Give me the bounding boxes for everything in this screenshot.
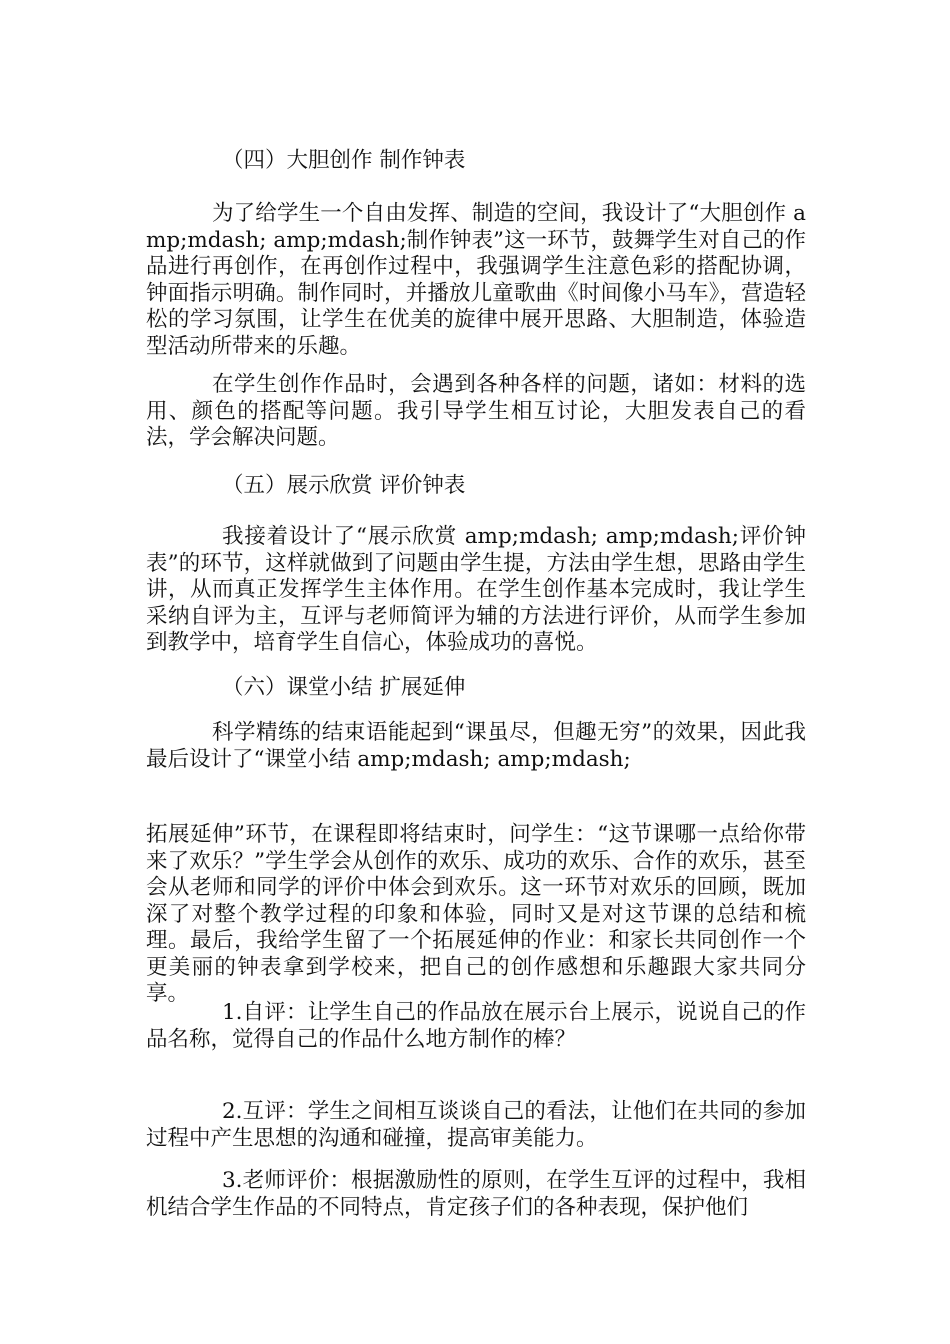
section-heading-5: （五）展示欣赏 评价钟表 bbox=[222, 473, 466, 498]
list-item-self-evaluation: 1.自评：让学生自己的作品放在展示台上展示，说说自己的作品名称，觉得自己的作品什么地方制作的棒？ bbox=[146, 1000, 806, 1052]
list-item-peer-evaluation: 2.互评：学生之间相互谈谈自己的看法，让他们在共同的参加过程中产生思想的沟通和碰撞，提高审美能力。 bbox=[146, 1099, 806, 1151]
section-heading-6: （六）课堂小结 扩展延伸 bbox=[222, 675, 466, 700]
paragraph-problem-solving: 在学生创作作品时，会遇到各种各样的问题，诸如：材料的选用、颜色的搭配等问题。我引导学生相互讨论，大胆发表自己的看法，学会解决问题。 bbox=[146, 372, 806, 450]
paragraph-summary-intro: 科学精练的结束语能起到“课虽尽，但趣无穷”的效果，因此我最后设计了“课堂小结 amp;mdash; amp;mdash; bbox=[146, 720, 806, 772]
section-heading-4: （四）大胆创作 制作钟表 bbox=[222, 148, 466, 173]
list-item-teacher-evaluation: 3.老师评价：根据激励性的原则，在学生互评的过程中，我相机结合学生作品的不同特点，肯定孩子们的各种表现，保护他们 bbox=[146, 1168, 806, 1220]
paragraph-create-clock: 为了给学生一个自由发挥、制造的空间，我设计了“大胆创作 amp;mdash; amp;mdash;制作钟表”这一环节，鼓舞学生对自己的作品进行再创作，在再创作过程中，我强调学生注意色彩的搭配协调，钟面指示明确。制作同时，并播放儿童歌曲《时间像小马车》，营造轻松的学习氛围，让学生在优美的旋律中展开思路、大胆制造，体验造型活动所带来的乐趣。 bbox=[146, 201, 806, 359]
paragraph-display-evaluate: 我接着设计了“展示欣赏 amp;mdash; amp;mdash;评价钟表”的环节，这样就做到了问题由学生提，方法由学生想，思路由学生讲，从而真正发挥学生主体作用。在学生创作基本完成时，我让学生采纳自评为主，互评与老师简评为辅的方法进行评价，从而学生参加到教学中，培育学生自信心，体验成功的喜悦。 bbox=[146, 524, 806, 655]
paragraph-summary-continued: 拓展延伸”环节，在课程即将结束时，问学生：“这节课哪一点给你带来了欢乐？”学生学会从创作的欢乐、成功的欢乐、合作的欢乐，甚至会从老师和同学的评价中体会到欢乐。这一环节对欢乐的回顾，既加深了对整个教学过程的印象和体验，同时又是对这节课的总结和梳理。最后，我给学生留了一个拓展延伸的作业：和家长共同创作一个更美丽的钟表拿到学校来，把自己的创作感想和乐趣跟大家共同分享。 bbox=[146, 822, 806, 1006]
